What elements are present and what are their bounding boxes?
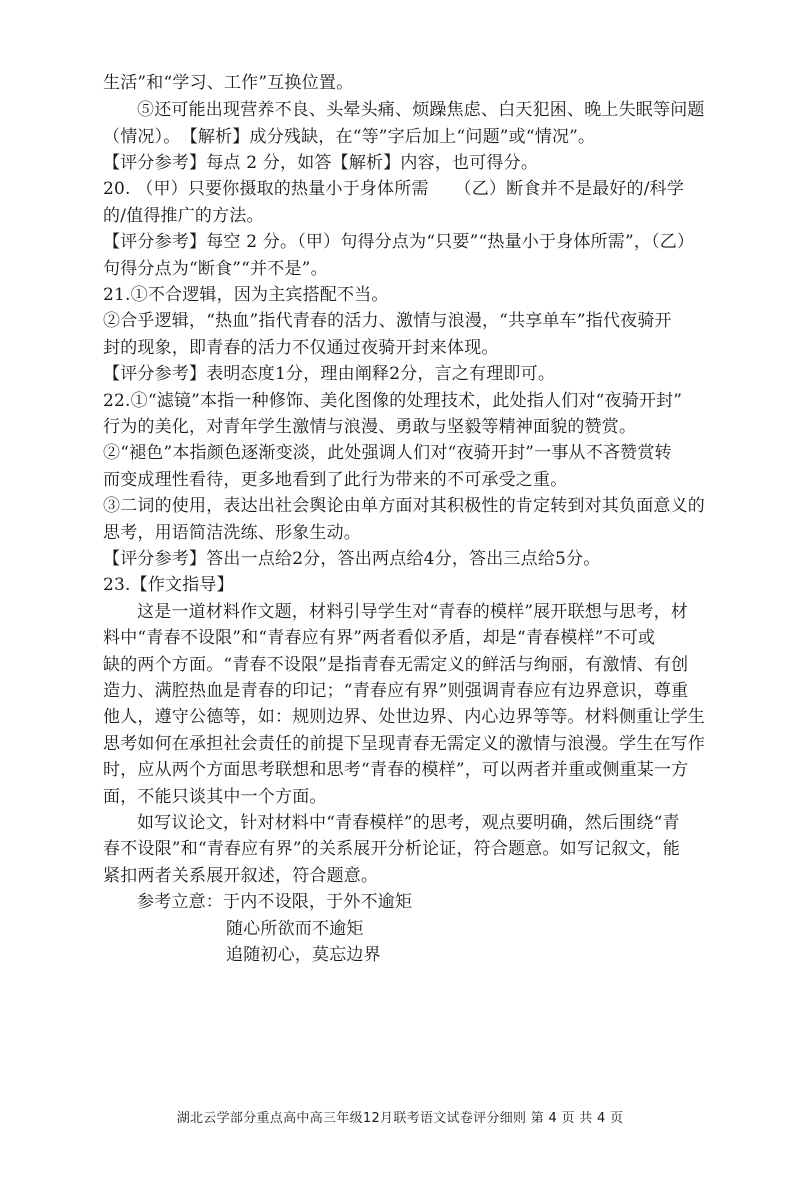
text-line: 23.【作文指导】 [103, 575, 234, 595]
text-line: （情况）。 【解析】成分残缺，在“等”字后加上“问题”或“情况”。 [103, 127, 596, 147]
text-line: 面，不能只谈其中一个方面。 [103, 787, 327, 807]
text-line: 追随初心，莫忘边界 [226, 945, 381, 965]
text-line: 思考如何在承担社会责任的前提下呈现青春无需定义的激情与浪漫。学生在写作 [103, 734, 705, 754]
text-line: 造力、满腔热血是青春的印记；“青春应有界”则强调青春应有边界意识，尊重 [103, 681, 689, 701]
text-line: 封的现象，即青春的活力不仅通过夜骑开封来体现。 [103, 338, 499, 358]
text-line: 句得分点为“断食”“并不是”。 [103, 259, 328, 279]
text-line: ⑤还可能出现营养不良、头晕头痛、烦躁焦虑、白天犯困、晚上失眠等问题 [137, 100, 705, 120]
text-line: 随心所欲而不逾矩 [226, 919, 364, 939]
text-line: 参考立意：于内不设限，于外不逾矩 [137, 892, 413, 912]
text-line: 时，应从两个方面思考联想和思考“青春的模样”，可以两者并重或侧重某一方 [103, 760, 689, 780]
text-line: 而变成理性看待，更多地看到了此行为带来的不可承受之重。 [103, 470, 568, 490]
text-line: 紧扣两者关系展开叙述，符合题意。 [103, 866, 379, 886]
text-line: 【评分参考】表明态度1分，理由阐释2分，言之有理即可。 [103, 364, 556, 384]
text-line: 【评分参考】每点 2 分，如答【解析】内容，也可得分。 [103, 153, 539, 173]
text-line: 如写议论文，针对材料中“青春模样”的思考，观点要明确，然后围绕“青 [137, 813, 680, 833]
text-line: 20. （甲）只要你摄取的热量小于身体所需 （乙）断食并不是最好的/科学 [103, 179, 685, 199]
text-line: 【评分参考】答出一点给2分，答出两点给4分，答出三点给5分。 [103, 549, 601, 569]
text-line: ②合乎逻辑，“热血”指代青春的活力、激情与浪漫，“共享单车”指代夜骑开 [103, 311, 672, 331]
text-line: 21.①不合逻辑，因为主宾搭配不当。 [103, 285, 389, 305]
text-line: 他人，遵守公德等，如：规则边界、处世边界、内心边界等等。材料侧重让学生 [103, 707, 705, 727]
text-line: 料中“青春不设限”和“青春应有界”两者看似矛盾，却是“青春模样”不可或 [103, 628, 656, 648]
text-line: ②“褪色”本指颜色逐渐变淡，此处强调人们对“夜骑开封”一事从不吝赞赏转 [103, 443, 672, 463]
text-line: 行为的美化，对青年学生激情与浪漫、勇敢与坚毅等精神面貌的赞赏。 [103, 417, 637, 437]
text-line: 22.①“滤镜”本指一种修饰、美化图像的处理技术，此处指人们对“夜骑开封” [103, 391, 683, 411]
text-line: 思考，用语简洁洗练、形象生动。 [103, 523, 361, 543]
text-line: 缺的两个方面。“青春不设限”是指青春无需定义的鲜活与绚丽，有激情、有创 [103, 655, 689, 675]
text-line: 【评分参考】每空 2 分。（甲）句得分点为“只要”“热量小于身体所需”，（乙） [103, 232, 695, 252]
text-line: 的/值得推广的方法。 [103, 206, 264, 226]
text-line: 生活”和“学习、工作”互换位置。 [103, 73, 354, 93]
text-line: ③二词的使用，表达出社会舆论由单方面对其积极性的肯定转到对其负面意义的 [103, 496, 705, 516]
text-line: 春不设限”和“青春应有界”的关系展开分析论证，符合题意。如写记叙文，能 [103, 839, 681, 859]
page-footer: 湖北云学部分重点高中高三年级12月联考语文试卷评分细则 第 4 页 共 4 页 [176, 1111, 624, 1126]
text-line: 这是一道材料作文题，材料引导学生对“青春的模样”展开联想与思考，材 [137, 602, 688, 622]
